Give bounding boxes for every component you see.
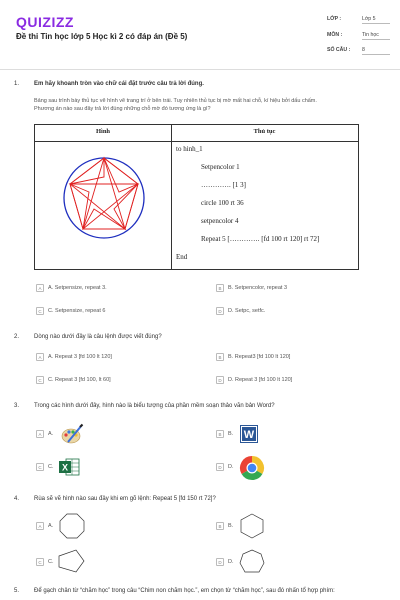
q3-option-a[interactable]: A. [48, 431, 54, 437]
paint-icon[interactable] [60, 422, 84, 446]
socau-value: 8 [362, 47, 390, 55]
q2-option-b[interactable]: B. Repeat3 [fd 100 lt 120] [228, 354, 291, 360]
q2-option-d[interactable]: D. Repeat 3 [fd 100 lt 120] [228, 377, 293, 383]
q1-body-line1: Bảng sau trình bày thủ tục vẽ hình vẽ trang trí ở bên trái. Tuy nhiên thủ tục bị mờ mất hai chỗ, kí hiệu bởi dấu chấm. [34, 98, 317, 104]
q3-option-c-box[interactable]: C [36, 463, 44, 471]
q3-option-c[interactable]: C. [48, 464, 54, 470]
code-line-4: circle 100 rt 36 [201, 199, 244, 207]
pentagon-icon[interactable] [56, 548, 86, 574]
q4-option-b[interactable]: B. [228, 523, 234, 529]
q4-number: 4. [14, 496, 20, 502]
code-line-7: End [176, 253, 188, 261]
q2-option-a[interactable]: A. Repeat 3 [fd 100 lt 120] [48, 354, 112, 360]
q4-option-a-box[interactable]: A [36, 522, 44, 530]
q1-option-a-box[interactable]: A [36, 284, 44, 292]
q2-option-c[interactable]: C. Repeat 3 [fd 100, lt 60] [48, 377, 111, 383]
q1-option-c-box[interactable]: C [36, 307, 44, 315]
code-line-6: Repeat 5 […………. [fd 100 rt 120] rt 72] [201, 235, 320, 243]
star-circle-figure [61, 155, 147, 241]
octagon-icon[interactable] [58, 512, 86, 540]
code-line-3: …………. [1 3] [201, 181, 246, 189]
q4-option-a[interactable]: A. [48, 523, 54, 529]
svg-text:X: X [61, 462, 69, 473]
q1-body-line2: Phương án nào sau đây trả lời đúng những chỗ mờ đó tương ứng là gì? [34, 106, 211, 112]
q1-option-d[interactable]: D. Setpc, setfc. [228, 308, 266, 314]
word-icon[interactable] [240, 425, 258, 443]
excel-icon[interactable] [58, 456, 80, 478]
q4-option-b-box[interactable]: B [216, 522, 224, 530]
lop-value: Lớp 5 [362, 16, 390, 24]
q1-option-c[interactable]: C. Setpensize, repeat 6 [48, 308, 106, 314]
q1-option-b[interactable]: B. Setpencolor, repeat 3 [228, 285, 288, 291]
q2-option-b-box[interactable]: B [216, 353, 224, 361]
q5-number: 5. [14, 588, 20, 594]
q1-table [34, 124, 359, 270]
chrome-icon[interactable] [239, 455, 265, 481]
q1-option-a[interactable]: A. Setpensize, repeat 3. [48, 285, 107, 291]
q3-option-b[interactable]: B. [228, 431, 234, 437]
q4-option-d-box[interactable]: D [216, 558, 224, 566]
q4-option-c[interactable]: C. [48, 559, 54, 565]
code-line-2: Setpencolor 1 [201, 163, 240, 171]
q2-text: Dòng nào dưới đây là câu lệnh được viết đúng? [34, 334, 162, 340]
table-header-hinh: Hình [95, 128, 111, 135]
q3-option-b-box[interactable]: B [216, 430, 224, 438]
heptagon-icon[interactable] [238, 548, 266, 576]
q1-number: 1. [14, 81, 20, 87]
q2-option-a-box[interactable]: A [36, 353, 44, 361]
q3-text: Trong các hình dưới đây, hình nào là biểu tượng của phần mềm soạn thảo văn bản Word? [34, 403, 275, 409]
q4-text: Rùa sẽ vẽ hình nào sau đây khi em gõ lệnh: Repeat 5 [fd 150 rt 72]? [34, 496, 216, 502]
quizizz-logo: QUIZIZZ [16, 14, 74, 30]
q4-option-c-box[interactable]: C [36, 558, 44, 566]
mon-value: Tin học [362, 32, 390, 40]
q2-option-d-box[interactable]: D [216, 376, 224, 384]
page-header [0, 0, 400, 70]
q3-number: 3. [14, 403, 20, 409]
svg-text:W: W [243, 429, 255, 441]
code-line-5: setpencolor 4 [201, 217, 239, 225]
q1-text: Em hãy khoanh tròn vào chữ cái đặt trước câu trả lời đúng. [34, 81, 204, 87]
socau-label: SỐ CÂU : [327, 47, 351, 53]
q5-text: Để gạch chân từ “chăm học” trong câu “Chim non chăm học.”, em chọn từ “chăm học”, sau đó nhấn tổ hợp phím: [34, 588, 335, 594]
q1-option-b-box[interactable]: B [216, 284, 224, 292]
code-line-1: to hinh_1 [176, 145, 203, 153]
q2-option-c-box[interactable]: C [36, 376, 44, 384]
mon-label: MÔN : [327, 32, 343, 38]
q1-option-d-box[interactable]: D [216, 307, 224, 315]
header-divider [0, 69, 400, 70]
q3-option-d-box[interactable]: D [216, 463, 224, 471]
q3-option-d[interactable]: D. [228, 464, 234, 470]
lop-label: LỚP : [327, 16, 342, 22]
q4-option-d[interactable]: D. [228, 559, 234, 565]
q3-option-a-box[interactable]: A [36, 430, 44, 438]
hexagon-icon[interactable] [238, 512, 266, 540]
page-title: Đề thi Tin học lớp 5 Học kì 2 có đáp án (Đề 5) [16, 32, 188, 41]
table-header-thutuc: Thủ tục [253, 128, 276, 135]
q2-number: 2. [14, 334, 20, 340]
